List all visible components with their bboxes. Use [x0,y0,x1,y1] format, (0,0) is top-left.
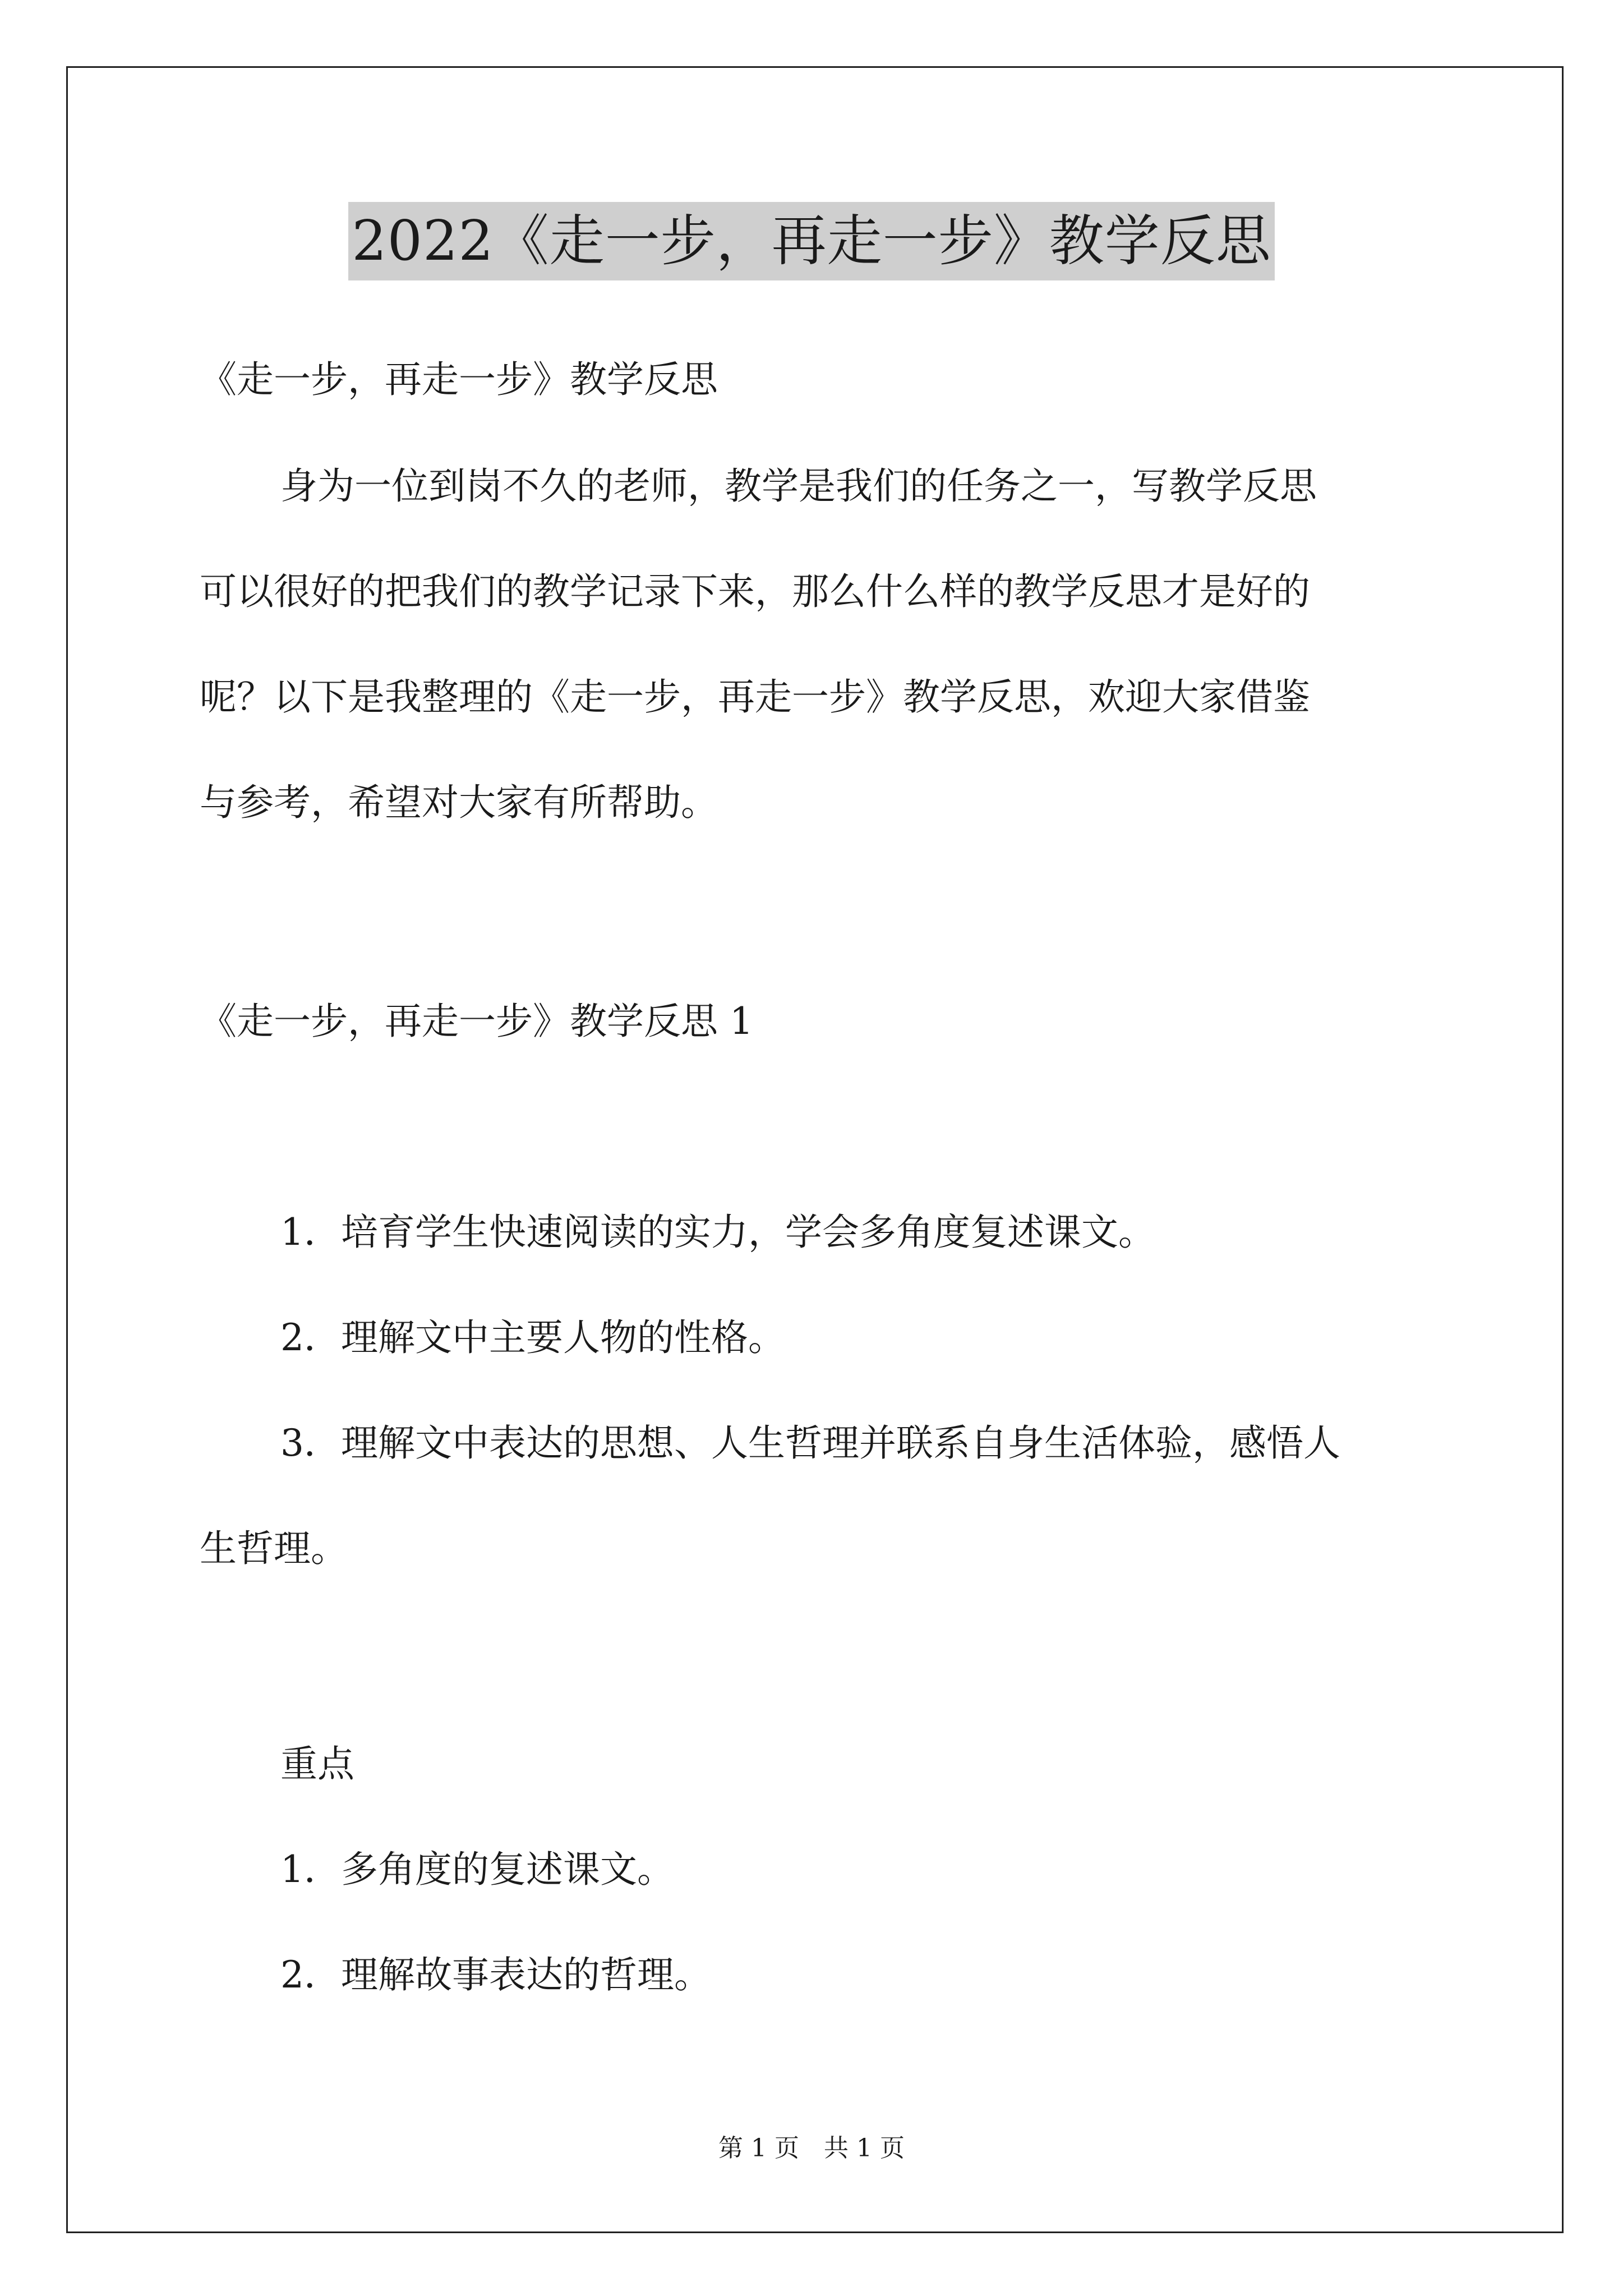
intro-line-2: 可以很好的把我们的教学记录下来，那么什么样的教学反思才是好的 [200,570,1310,613]
objective-1: 1．培育学生快速阅读的实力，学会多角度复述课文。 [280,1211,1155,1254]
document-title: 2022《走一步，再走一步》教学反思 [348,202,1274,280]
intro-line-1: 身为一位到岗不久的老师，教学是我们的任务之一，写教学反思 [280,464,1317,508]
document-subtitle: 《走一步，再走一步》教学反思 [200,358,718,401]
title-container [0,202,1623,280]
key-point-2: 2．理解故事表达的哲理。 [280,1953,711,1996]
objective-3: 3．理解文中表达的思想、人生哲理并联系自身生活体验，感悟人 [280,1421,1340,1465]
key-point-1: 1．多角度的复述课文。 [280,1848,674,1891]
intro-line-3: 呢？以下是我整理的《走一步，再走一步》教学反思，欢迎大家借鉴 [200,675,1310,719]
intro-line-4: 与参考，希望对大家有所帮助。 [200,781,718,824]
objective-2: 2．理解文中主要人物的性格。 [280,1316,785,1359]
objective-3-continued: 生哲理。 [200,1527,348,1570]
section-heading: 《走一步，再走一步》教学反思 1 [200,1000,753,1043]
key-points-heading: 重点 [280,1742,354,1786]
page-footer: 第 1 页 共 1 页 [718,2134,905,2162]
